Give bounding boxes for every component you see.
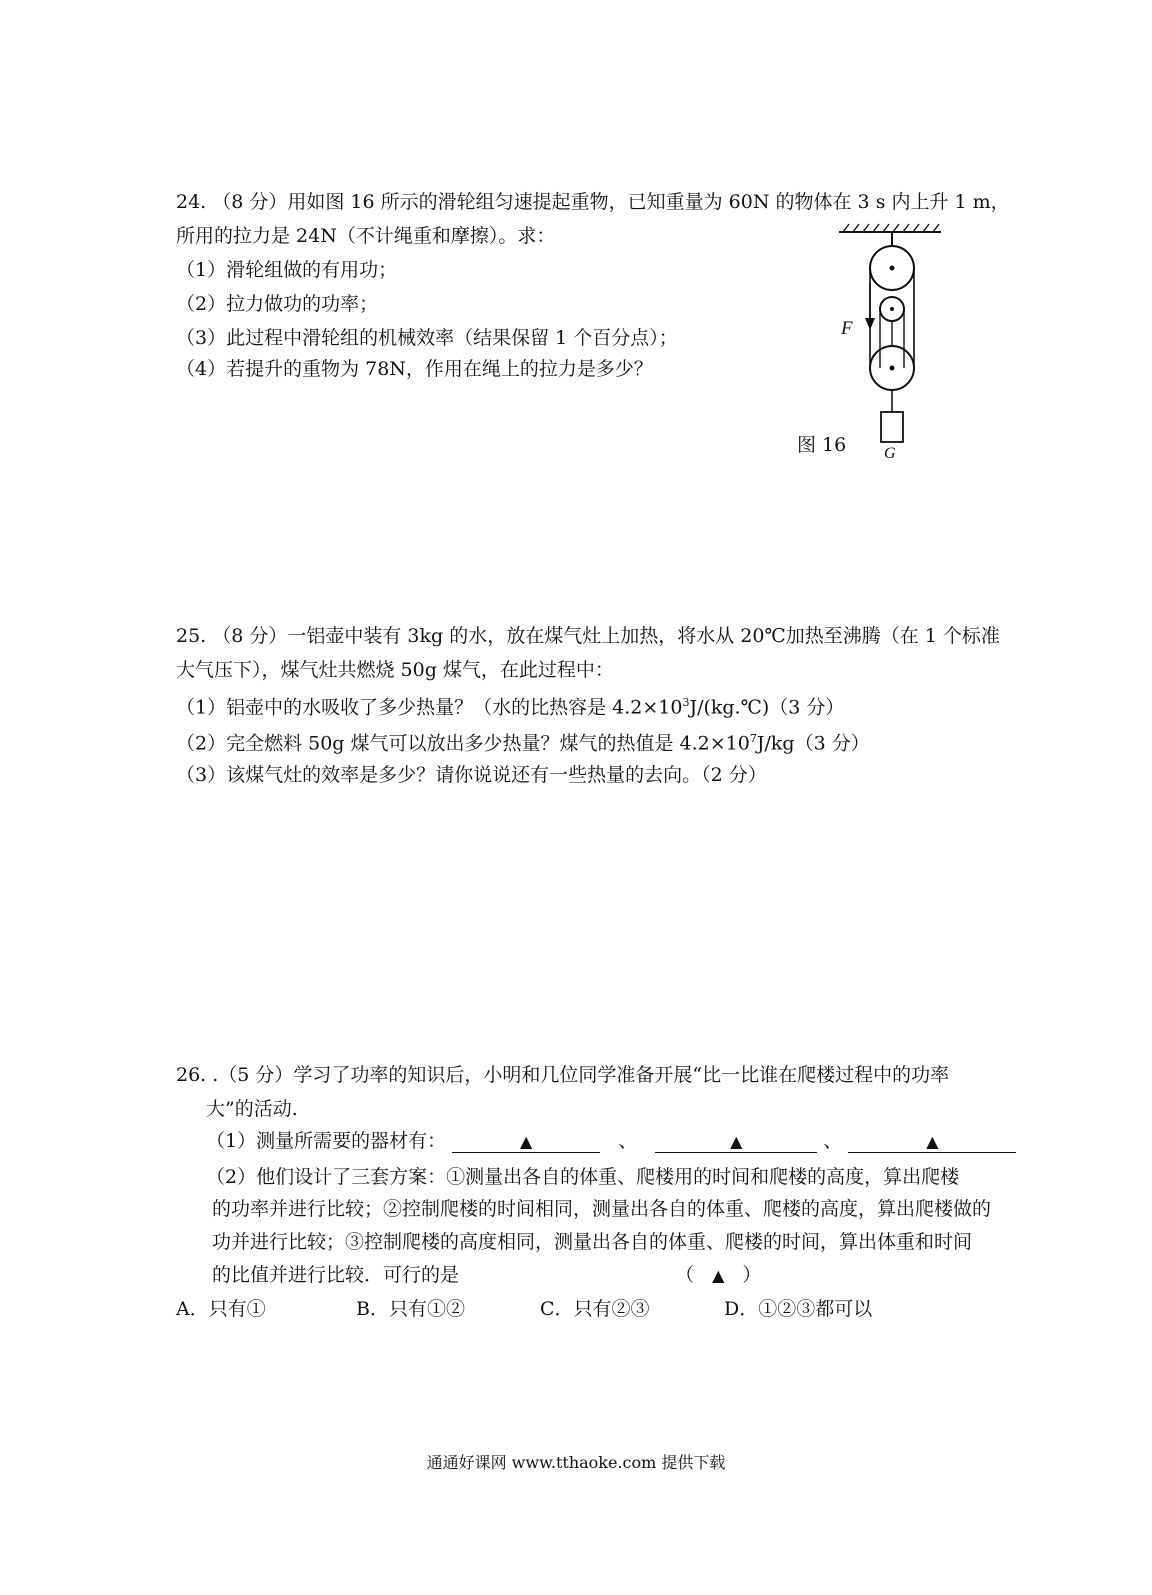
weight-label: G bbox=[884, 445, 896, 462]
q26-sub2-line3: 功并进行比较；③控制爬楼的高度相同，测量出各自的体重、爬楼的时间，算出体重和时间 bbox=[212, 1231, 973, 1253]
q24-sub3: （3）此过程中滑轮组的机械效率（结果保留 1 个百分点）； bbox=[176, 327, 678, 349]
answer-blank-2[interactable]: ▲ bbox=[655, 1130, 817, 1153]
q26-sub2-line4: 的比值并进行比较．可行的是 （ ▲ ） bbox=[212, 1262, 761, 1289]
option-b[interactable]: B．只有①② bbox=[356, 1298, 465, 1320]
option-a[interactable]: A．只有① bbox=[176, 1298, 266, 1320]
q25-sub3: （3）该煤气灶的效率是多少？请你说说还有一些热量的去向。（2 分） bbox=[176, 764, 767, 786]
answer-paren[interactable]: （ ▲ ） bbox=[675, 1264, 762, 1286]
q25-sub2: （2）完全燃料 50g 煤气可以放出多少热量？煤气的热值是 $4.2\times 10^7J/kg(3$ 分） bbox=[176, 732, 870, 755]
q26-sub1: （1）测量所需要的器材有： ▲ 、 ▲ 、 ▲ bbox=[206, 1128, 1016, 1154]
q25-sub1: （1）铝壶中的水吸收了多少热量？（水的比热容是 $4.2\times 10^3J/(kg.℃)(3$ 分） bbox=[176, 696, 845, 719]
q24-sub2: （2）拉力做功的功率； bbox=[176, 293, 379, 315]
option-d[interactable]: D．①②③都可以 bbox=[724, 1298, 873, 1320]
pulley-diagram bbox=[835, 222, 945, 472]
q25-stem-line1: 25. （8 分）一铝壶中装有 3kg 的水，放在煤气灶上加热，将水从 20℃加热至沸腾（在 1 个标准 bbox=[176, 625, 1000, 647]
q26-stem-line1: 26. .（5 分）学习了功率的知识后，小明和几位同学准备开展“比一比谁在爬楼过程中的功率 bbox=[176, 1064, 950, 1086]
q24-sub4: （4）若提升的重物为 78N，作用在绳上的拉力是多少？ bbox=[176, 358, 653, 380]
answer-blank-1[interactable]: ▲ bbox=[452, 1130, 600, 1153]
q26-sub2-line1: （2）他们设计了三套方案：①测量出各自的体重、爬楼用的时间和爬楼的高度，算出爬楼 bbox=[206, 1166, 960, 1188]
page-footer: 通通好课网 www.tthaoke.com 提供下载 bbox=[426, 1453, 726, 1472]
q24-sub1: （1）滑轮组做的有用功； bbox=[176, 259, 398, 281]
q24-stem-line2: 所用的拉力是 24N（不计绳重和摩擦）。求： bbox=[176, 225, 556, 247]
figure-16-caption: 图 16 bbox=[797, 434, 847, 456]
answer-blank-3[interactable]: ▲ bbox=[848, 1130, 1016, 1153]
option-c[interactable]: C．只有②③ bbox=[540, 1298, 650, 1320]
q26-stem-line2: 大”的活动. bbox=[206, 1098, 298, 1120]
force-label: F bbox=[841, 318, 853, 339]
q26-sub2-line2: 的功率并进行比较；②控制爬楼的时间相同，测量出各自的体重、爬楼的高度，算出爬楼做的 bbox=[212, 1198, 992, 1220]
q24-stem-line1: 24. （8 分）用如图 16 所示的滑轮组匀速提起重物，已知重量为 60N 的物体在 3 s 内上升 1 m， bbox=[176, 191, 1010, 213]
q25-stem-line2: 大气压下），煤气灶共燃烧 50g 煤气，在此过程中： bbox=[176, 659, 614, 681]
